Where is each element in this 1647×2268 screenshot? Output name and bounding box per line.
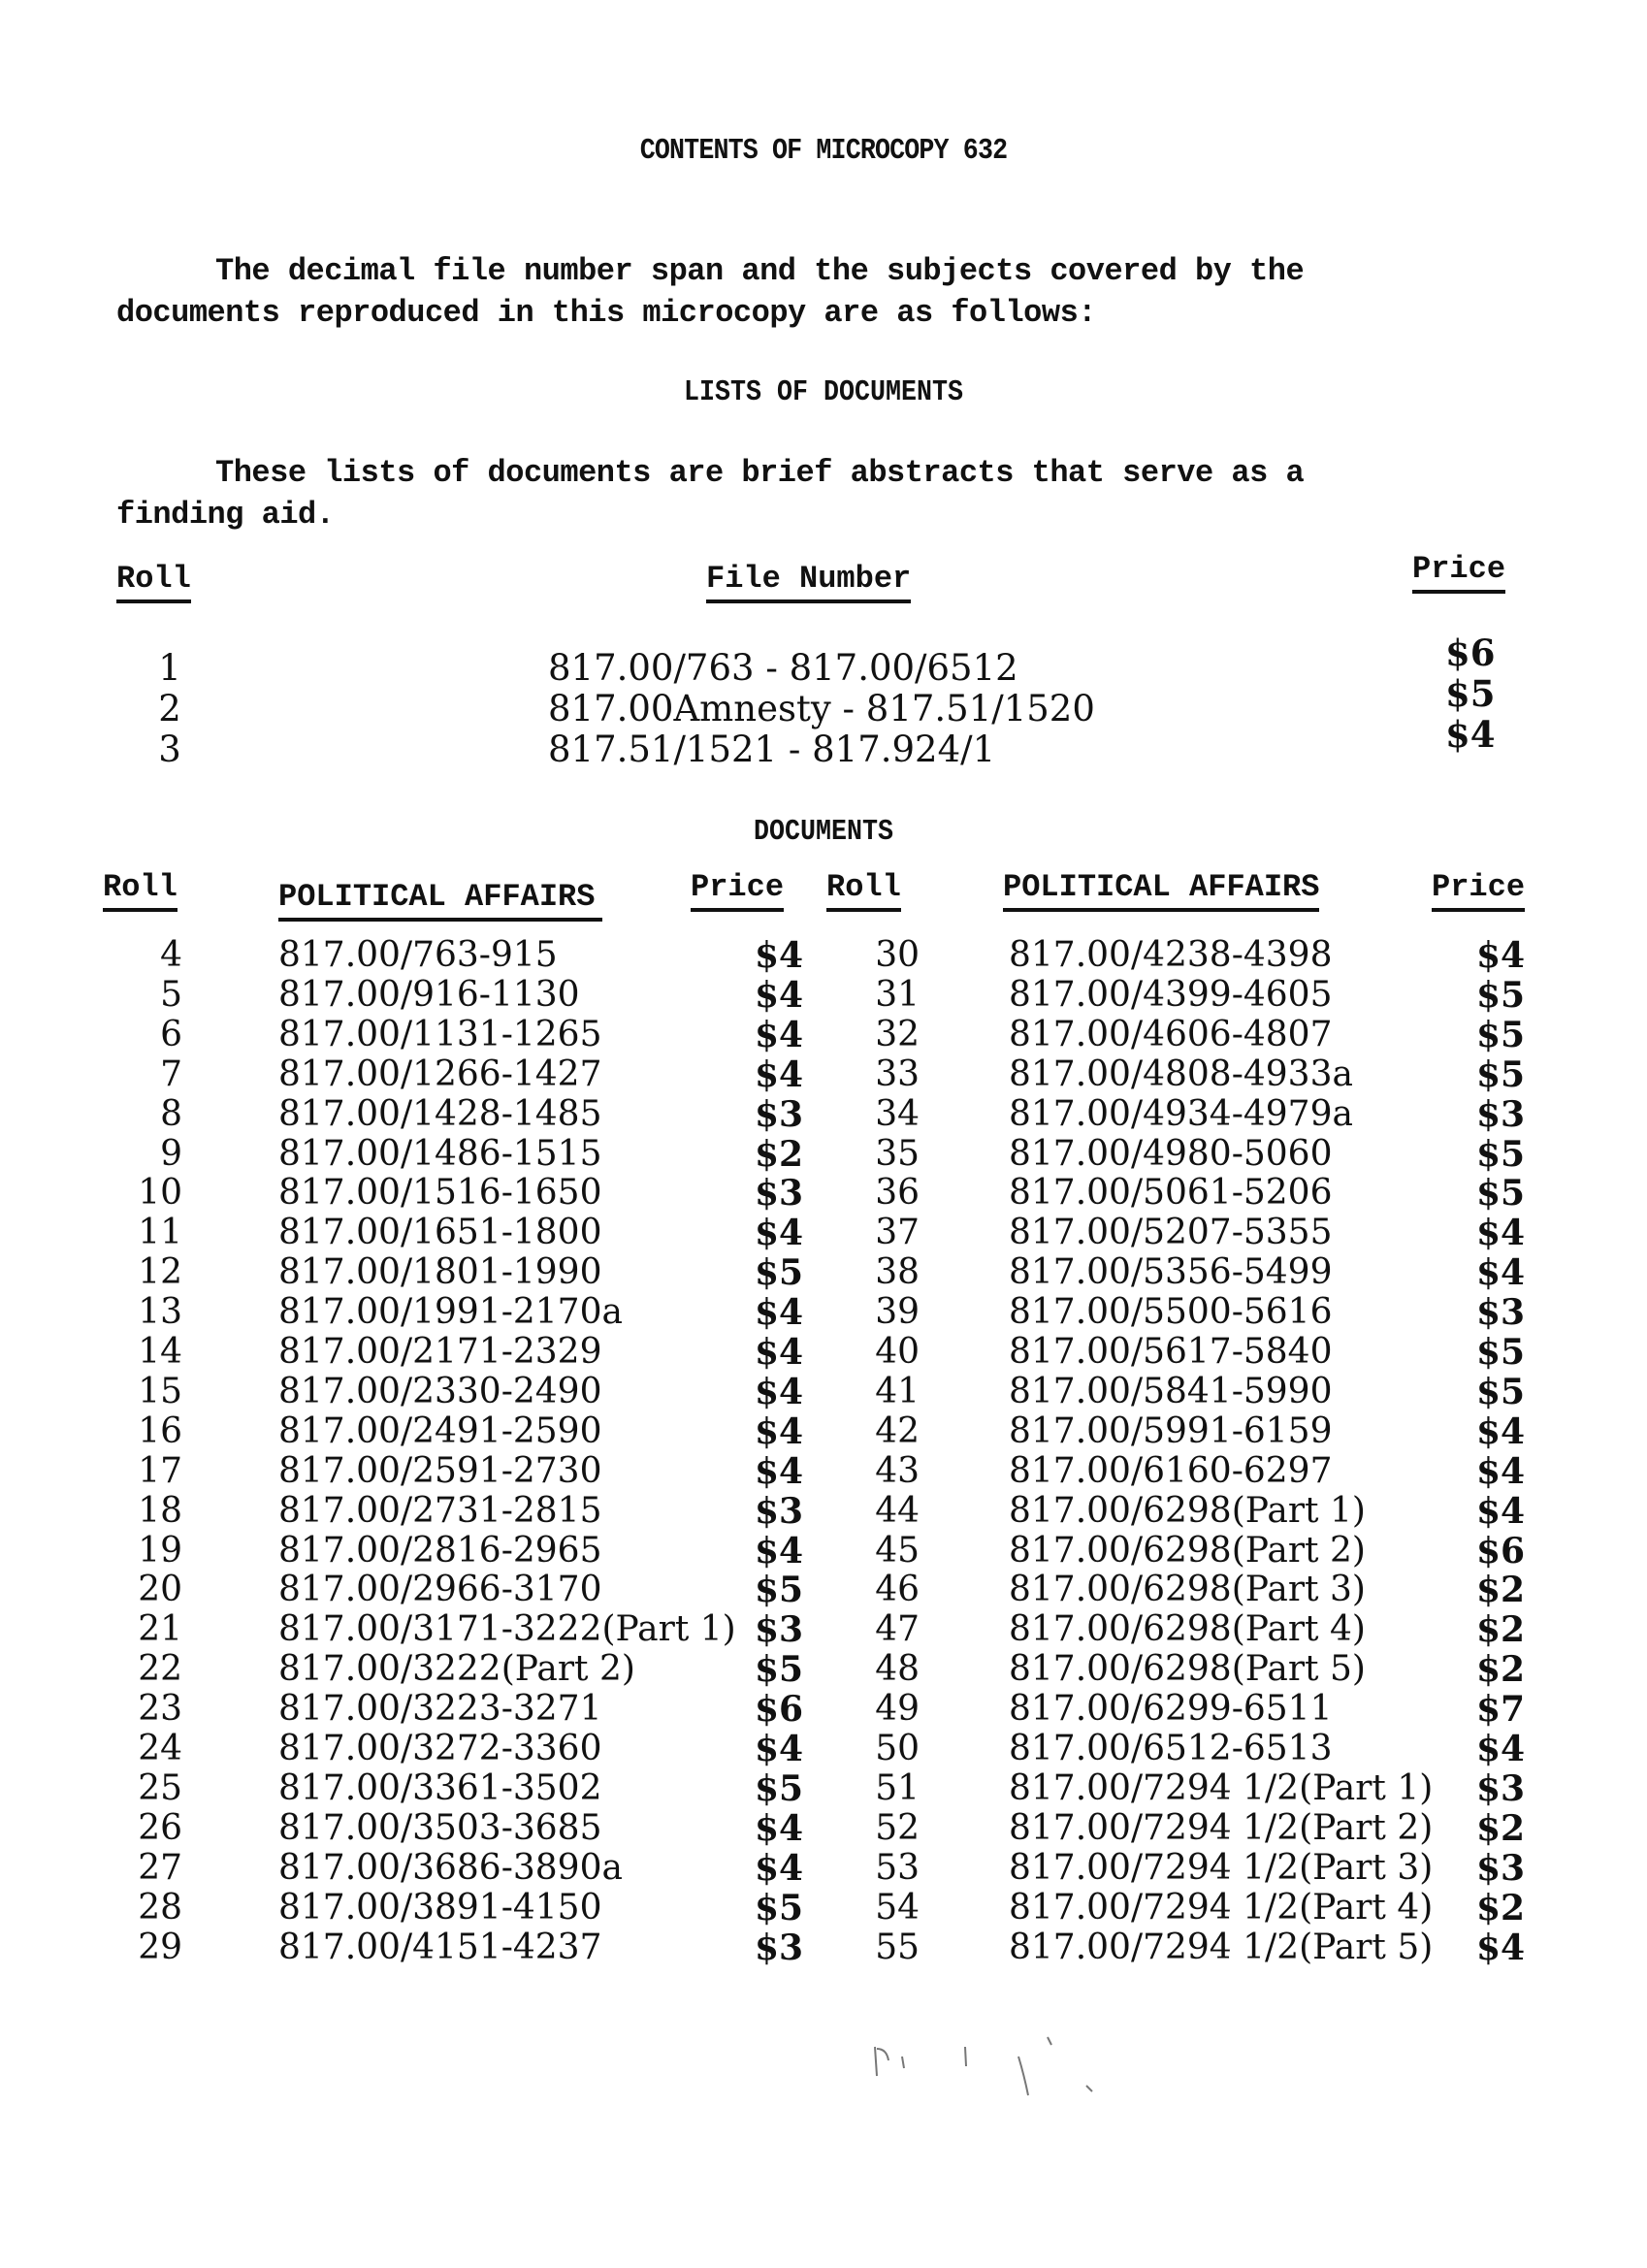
roll-number: 37 xyxy=(875,1213,920,1253)
roll-number: 52 xyxy=(875,1807,920,1848)
roll-number: 36 xyxy=(875,1173,920,1214)
roll-number: 20 xyxy=(138,1570,182,1610)
file-number: 817.00/2491-2590 xyxy=(278,1410,602,1451)
price: $4 xyxy=(755,1450,804,1492)
price: $4 xyxy=(755,1292,804,1334)
price: $4 xyxy=(1476,1450,1526,1492)
file-number: 817.00/7294 1/2(Part 1) xyxy=(1009,1767,1434,1808)
intro-paragraph xyxy=(116,250,1416,334)
documents-heading: DOCUMENTS xyxy=(754,815,893,849)
file-number: 817.00/4808-4933a xyxy=(1009,1053,1353,1094)
file-number: 817.00/7294 1/2(Part 5) xyxy=(1009,1927,1434,1967)
roll-number: 54 xyxy=(875,1887,920,1928)
price: $5 xyxy=(1476,1014,1526,1055)
price: $5 xyxy=(1476,1173,1526,1215)
file-number: 817.00/5500-5616 xyxy=(1009,1292,1333,1333)
roll-number: 11 xyxy=(138,1213,182,1253)
file-number: 817.00/763-915 xyxy=(278,935,558,975)
price: $4 xyxy=(1476,1252,1526,1294)
lists-col-file-number: File Number xyxy=(706,563,911,603)
price: $3 xyxy=(755,1173,804,1215)
file-number: 817.00/5841-5990 xyxy=(1009,1371,1333,1411)
roll-number: 48 xyxy=(875,1649,920,1690)
roll-number: 35 xyxy=(875,1133,920,1174)
roll-number: 41 xyxy=(875,1371,920,1411)
roll-number: 12 xyxy=(138,1252,182,1293)
roll-number: 42 xyxy=(875,1410,920,1451)
file-number: 817.00/3686-3890a xyxy=(278,1847,623,1888)
roll-number: 27 xyxy=(138,1847,182,1888)
file-number: 817.00/5207-5355 xyxy=(1009,1213,1333,1253)
file-number: 817.00/5061-5206 xyxy=(1009,1173,1333,1214)
price: $4 xyxy=(755,1053,804,1095)
price: $3 xyxy=(755,1927,804,1968)
roll-number: 43 xyxy=(875,1450,920,1491)
roll-number: 9 xyxy=(160,1133,182,1174)
roll-number: 29 xyxy=(138,1927,182,1967)
price: $5 xyxy=(755,1649,804,1691)
file-number: 817.00/1991-2170a xyxy=(278,1292,623,1333)
price: $3 xyxy=(755,1609,804,1651)
file-number: 817.00/5617-5840 xyxy=(1009,1332,1333,1372)
page-title: CONTENTS OF MICROCOPY 632 xyxy=(639,134,1008,168)
price: $4 xyxy=(755,1213,804,1254)
price: $2 xyxy=(1476,1570,1526,1611)
roll-number: 14 xyxy=(138,1332,182,1372)
file-number: 817.00/4238-4398 xyxy=(1009,935,1333,975)
price: $2 xyxy=(1476,1807,1526,1849)
price: $4 xyxy=(755,1530,804,1571)
price: $5 xyxy=(1476,1332,1526,1373)
price: $4 xyxy=(1476,935,1526,976)
roll-number: 18 xyxy=(138,1490,182,1531)
price: $4 xyxy=(755,1332,804,1373)
price: $6 xyxy=(1476,1530,1526,1571)
file-number: 817.00/6299-6511 xyxy=(1009,1689,1333,1730)
price: $4 xyxy=(755,1014,804,1055)
roll-number: 53 xyxy=(875,1847,920,1888)
file-number: 817.00/1651-1800 xyxy=(278,1213,602,1253)
roll-number: 47 xyxy=(875,1609,920,1650)
faint-handwritten-mark-icon xyxy=(873,2018,1125,2144)
file-number: 817.00/916-1130 xyxy=(278,974,580,1015)
roll-number: 30 xyxy=(875,935,920,975)
file-number: 817.00/3222(Part 2) xyxy=(278,1649,635,1690)
price: $4 xyxy=(1476,1213,1526,1254)
file-number: 817.00/4980-5060 xyxy=(1009,1133,1333,1174)
price: $4 xyxy=(1476,1729,1526,1769)
lists-row-price: $5 xyxy=(1445,672,1496,715)
roll-number: 24 xyxy=(138,1729,182,1768)
roll-number: 39 xyxy=(875,1292,920,1333)
price: $5 xyxy=(755,1767,804,1809)
price: $5 xyxy=(1476,1371,1526,1412)
lists-col-roll: Roll xyxy=(116,563,191,603)
price: $5 xyxy=(755,1570,804,1611)
lists-row-price: $6 xyxy=(1445,632,1496,674)
file-number: 817.00/1266-1427 xyxy=(278,1053,602,1094)
roll-number: 10 xyxy=(138,1173,182,1214)
price: $3 xyxy=(1476,1767,1526,1809)
price: $3 xyxy=(755,1093,804,1135)
file-number: 817.00/3272-3360 xyxy=(278,1729,602,1768)
roll-number: 46 xyxy=(875,1570,920,1610)
lists-col-price: Price xyxy=(1412,553,1505,594)
price: $3 xyxy=(1476,1093,1526,1135)
lists-row-roll: 3 xyxy=(158,729,181,770)
lists-heading: LISTS OF DOCUMENTS xyxy=(684,375,963,409)
roll-number: 31 xyxy=(875,974,920,1015)
price: $3 xyxy=(755,1490,804,1532)
roll-number: 19 xyxy=(138,1530,182,1571)
docs-left-col-price: Price xyxy=(691,871,784,912)
file-number: 817.00/5356-5499 xyxy=(1009,1252,1333,1293)
roll-number: 38 xyxy=(875,1252,920,1293)
roll-number: 50 xyxy=(875,1729,920,1768)
price: $4 xyxy=(1476,1927,1526,1968)
file-number: 817.00/5991-6159 xyxy=(1009,1410,1333,1451)
roll-number: 15 xyxy=(138,1371,182,1411)
roll-number: 25 xyxy=(138,1767,182,1808)
roll-number: 8 xyxy=(160,1093,182,1134)
roll-number: 26 xyxy=(138,1807,182,1848)
lists-description-text: These lists of documents are brief abstracts that serve as a finding aid. xyxy=(116,455,1305,533)
lists-description xyxy=(116,452,1416,535)
price: $4 xyxy=(755,1729,804,1769)
price: $7 xyxy=(1476,1689,1526,1731)
file-number: 817.00/6298(Part 5) xyxy=(1009,1649,1366,1690)
file-number: 817.00/3891-4150 xyxy=(278,1887,602,1928)
price: $5 xyxy=(755,1887,804,1928)
intro-text: The decimal file number span and the subjects covered by the documents reproduced in this microcopy are as follows: xyxy=(116,253,1305,331)
file-number: 817.00/3171-3222(Part 1) xyxy=(278,1609,736,1650)
file-number: 817.00/1801-1990 xyxy=(278,1252,602,1293)
file-number: 817.00/2816-2965 xyxy=(278,1530,602,1571)
price: $5 xyxy=(1476,1053,1526,1095)
file-number: 817.00/7294 1/2(Part 4) xyxy=(1009,1887,1434,1928)
file-number: 817.00/1486-1515 xyxy=(278,1133,602,1174)
file-number: 817.00/2330-2490 xyxy=(278,1371,602,1411)
file-number: 817.00/4399-4605 xyxy=(1009,974,1333,1015)
roll-number: 21 xyxy=(138,1609,182,1650)
price: $4 xyxy=(1476,1490,1526,1532)
file-number: 817.00/2171-2329 xyxy=(278,1332,602,1372)
price: $4 xyxy=(755,935,804,976)
lists-row-file-number: 817.51/1521 - 817.924/1 xyxy=(548,729,996,770)
price: $4 xyxy=(755,1807,804,1849)
file-number: 817.00/7294 1/2(Part 2) xyxy=(1009,1807,1434,1848)
roll-number: 28 xyxy=(138,1887,182,1928)
roll-number: 44 xyxy=(875,1490,920,1531)
roll-number: 5 xyxy=(160,974,182,1015)
file-number: 817.00/3503-3685 xyxy=(278,1807,602,1848)
file-number: 817.00/1428-1485 xyxy=(278,1093,602,1134)
file-number: 817.00/6298(Part 2) xyxy=(1009,1530,1366,1571)
roll-number: 4 xyxy=(160,935,182,975)
price: $4 xyxy=(755,1371,804,1412)
price: $2 xyxy=(1476,1887,1526,1928)
lists-row-price: $4 xyxy=(1445,713,1496,756)
roll-number: 7 xyxy=(160,1053,182,1094)
roll-number: 16 xyxy=(138,1410,182,1451)
file-number: 817.00/2731-2815 xyxy=(278,1490,602,1531)
file-number: 817.00/2591-2730 xyxy=(278,1450,602,1491)
roll-number: 33 xyxy=(875,1053,920,1094)
lists-row-roll: 1 xyxy=(158,647,181,689)
price: $4 xyxy=(755,974,804,1016)
price: $2 xyxy=(1476,1609,1526,1651)
roll-number: 23 xyxy=(138,1689,182,1730)
lists-row-file-number: 817.00/763 - 817.00/6512 xyxy=(548,647,1018,689)
roll-number: 17 xyxy=(138,1450,182,1491)
price: $2 xyxy=(755,1133,804,1175)
file-number: 817.00/3361-3502 xyxy=(278,1767,602,1808)
roll-number: 22 xyxy=(138,1649,182,1690)
file-number: 817.00/6512-6513 xyxy=(1009,1729,1333,1768)
file-number: 817.00/2966-3170 xyxy=(278,1570,602,1610)
price: $6 xyxy=(755,1689,804,1731)
price: $5 xyxy=(755,1252,804,1294)
docs-left-col-subject: POLITICAL AFFAIRS xyxy=(278,881,602,922)
file-number: 817.00/6298(Part 4) xyxy=(1009,1609,1366,1650)
file-number: 817.00/6160-6297 xyxy=(1009,1450,1333,1491)
price: $2 xyxy=(1476,1649,1526,1691)
roll-number: 32 xyxy=(875,1014,920,1054)
file-number: 817.00/6298(Part 1) xyxy=(1009,1490,1366,1531)
file-number: 817.00/4606-4807 xyxy=(1009,1014,1333,1054)
file-number: 817.00/4151-4237 xyxy=(278,1927,602,1967)
roll-number: 49 xyxy=(875,1689,920,1730)
file-number: 817.00/7294 1/2(Part 3) xyxy=(1009,1847,1434,1888)
price: $4 xyxy=(755,1410,804,1452)
roll-number: 40 xyxy=(875,1332,920,1372)
lists-row-file-number: 817.00Amnesty - 817.51/1520 xyxy=(548,688,1095,729)
roll-number: 6 xyxy=(160,1014,182,1054)
file-number: 817.00/4934-4979a xyxy=(1009,1093,1353,1134)
roll-number: 34 xyxy=(875,1093,920,1134)
file-number: 817.00/6298(Part 3) xyxy=(1009,1570,1366,1610)
price: $3 xyxy=(1476,1292,1526,1334)
lists-row-roll: 2 xyxy=(158,688,181,729)
file-number: 817.00/1131-1265 xyxy=(278,1014,602,1054)
docs-right-col-roll: Roll xyxy=(826,871,901,912)
price: $5 xyxy=(1476,1133,1526,1175)
price: $5 xyxy=(1476,974,1526,1016)
roll-number: 13 xyxy=(138,1292,182,1333)
file-number: 817.00/3223-3271 xyxy=(278,1689,602,1730)
docs-right-col-subject: POLITICAL AFFAIRS xyxy=(1003,871,1319,912)
price: $4 xyxy=(1476,1410,1526,1452)
roll-number: 45 xyxy=(875,1530,920,1571)
docs-left-col-roll: Roll xyxy=(103,871,178,912)
roll-number: 55 xyxy=(875,1927,920,1967)
roll-number: 51 xyxy=(875,1767,920,1808)
price: $4 xyxy=(755,1847,804,1889)
price: $3 xyxy=(1476,1847,1526,1889)
file-number: 817.00/1516-1650 xyxy=(278,1173,602,1214)
docs-right-col-price: Price xyxy=(1432,871,1525,912)
